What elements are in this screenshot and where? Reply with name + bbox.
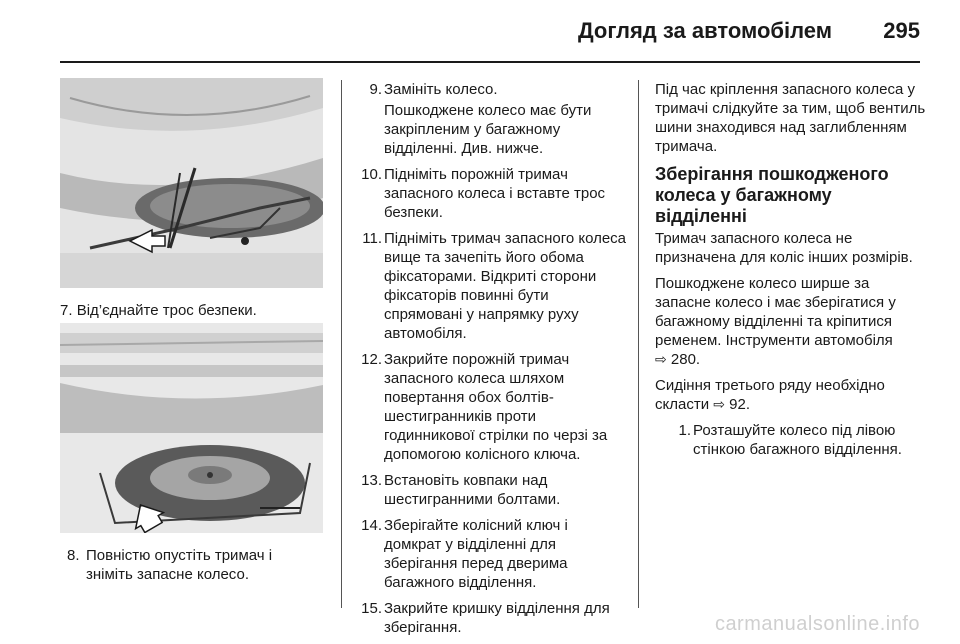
caption-step-8 xyxy=(60,546,323,584)
step-14-number: 14. xyxy=(361,517,382,534)
step-12-number: 12. xyxy=(361,351,382,368)
caption-step-7 xyxy=(60,301,323,320)
spare-wheel-cable-illustration xyxy=(60,78,323,288)
step-11-number: 11. xyxy=(362,230,382,247)
caption-7-number: 7. xyxy=(60,302,73,319)
caption-8-line-1: Повністю опустіть тримач і xyxy=(86,547,273,564)
page-reference-icon: ⇨ xyxy=(713,396,725,412)
carrier-size-paragraph: Тримач запасного колеса не призначена для коліс інших розмірів. xyxy=(655,230,913,266)
column-divider-right xyxy=(638,80,639,608)
step-10 xyxy=(358,165,628,222)
step-13-text: Встановіть ковпаки над шестигранними болтами. xyxy=(384,472,561,508)
step-9-note: Пошкоджене колесо має бути закріпленим у багажному відділенні. Див. нижче. xyxy=(384,102,592,157)
section-heading-damaged-wheel: Зберігання пошкодженого колеса у багажному відділенні xyxy=(655,164,889,226)
damaged-wheel-text: Пошкоджене колесо ширше за запасне колесо і має зберігатися у багажному відділенні та кріпитися ременем. Інструменти автомобіля xyxy=(655,275,896,349)
right-step-1-text: Розташуйте колесо під лівою стінкою багажного відділення. xyxy=(693,422,902,458)
caption-8-line-2: зніміть запасне колесо. xyxy=(86,566,249,583)
step-13 xyxy=(358,471,628,509)
third-row-text: Сидіння третього ряду необхідно скласти xyxy=(655,377,885,413)
right-step-1 xyxy=(667,421,927,459)
step-14-text: Зберігайте колісний ключ і домкрат у відділенні для зберігання перед дверима багажного відділення. xyxy=(384,517,568,591)
step-9-text: Замініть колесо. xyxy=(384,81,498,98)
step-9-number: 9. xyxy=(369,81,382,98)
watermark: carmanualsonline.info xyxy=(714,613,920,635)
column-divider-left xyxy=(341,80,342,608)
third-row-page-reference[interactable]: 92. xyxy=(729,396,751,413)
caption-7-text: Від’єднайте трос безпеки. xyxy=(76,302,257,319)
lowered-spare-wheel-illustration xyxy=(60,323,323,533)
step-10-text: Підніміть порожній тримач запасного колеса і вставте трос безпеки. xyxy=(384,166,606,221)
step-15 xyxy=(358,599,628,637)
valve-position-paragraph: Під час кріплення запасного колеса у тримачі слідкуйте за тим, щоб вентиль шини знаходився над заглибленням тримача. xyxy=(655,81,926,155)
middle-column xyxy=(358,80,628,644)
step-11-text: Підніміть тримач запасного колеса вище та зачепіть його обома фіксаторами. Відкриті сторони фіксаторів повинні бути спрямовані у напрямку руху автомобіля. xyxy=(384,230,627,342)
header-divider xyxy=(60,61,920,63)
right-column xyxy=(655,80,927,466)
step-12-text: Закрийте порожній тримач запасного колеса шляхом повертання обох болтів-шестигранників проти годинникової стрілки по черзі за допомогою колісного ключа. xyxy=(384,351,608,463)
step-15-text: Закрийте кришку відділення для зберігання. xyxy=(384,600,610,636)
step-15-number: 15. xyxy=(361,600,382,617)
page-header-title: Догляд за автомобілем xyxy=(577,18,832,43)
damaged-wheel-paragraph xyxy=(655,274,927,369)
step-9 xyxy=(358,80,628,99)
tools-page-reference[interactable]: 280. xyxy=(670,351,701,368)
step-14 xyxy=(358,516,628,592)
step-13-number: 13. xyxy=(361,472,382,489)
step-11 xyxy=(358,229,628,343)
step-10-number: 10. xyxy=(361,166,382,183)
third-row-paragraph xyxy=(655,376,927,414)
page-reference-icon: ⇨ xyxy=(655,351,667,367)
page-number: 295 xyxy=(883,18,920,43)
caption-8-number: 8. xyxy=(67,547,80,564)
right-step-1-number: 1. xyxy=(678,422,691,439)
step-12 xyxy=(358,350,628,464)
